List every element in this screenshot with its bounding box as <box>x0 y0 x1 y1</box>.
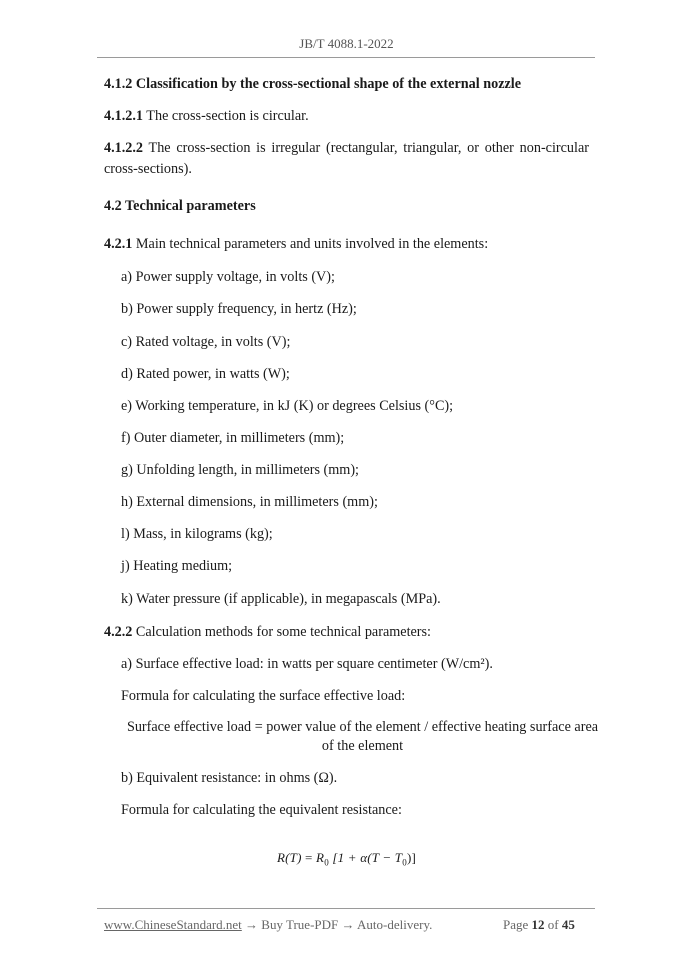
clause-4-2-2 <box>104 622 589 643</box>
header-divider <box>97 57 595 58</box>
clause-text: Main technical parameters and units involved in the elements: <box>132 236 489 252</box>
section-4-2-heading: 4.2 Technical parameters <box>104 198 256 214</box>
clause-4-2-1 <box>104 234 589 255</box>
footer-promo-text: → Buy True-PDF → Auto-delivery. <box>241 917 433 932</box>
list-item: f) Outer diameter, in millimeters (mm); <box>121 430 345 446</box>
page-number: 12 <box>531 917 545 932</box>
list-item: h) External dimensions, in millimeters (mm); <box>121 494 378 510</box>
clause-text: The cross-section is irregular (rectangular, triangular, or other non-circular cross-sections). <box>104 140 589 177</box>
clause-number: 4.1.2.2 <box>104 140 144 156</box>
resistance-formula-intro: Formula for calculating the equivalent resistance: <box>121 802 402 818</box>
formula-t-subscript: 0 <box>402 857 407 868</box>
clause-number: 4.1.2.1 <box>104 108 144 124</box>
clause-4-1-2-2 <box>104 138 589 180</box>
list-item: d) Rated power, in watts (W); <box>121 366 290 382</box>
equivalent-resistance-item: b) Equivalent resistance: in ohms (Ω). <box>121 770 338 786</box>
surface-load-formula-line2: of the element <box>321 738 404 754</box>
of-label: of <box>544 917 562 932</box>
footer-promo <box>104 917 432 933</box>
formula-end: )] <box>406 850 417 865</box>
formula-lhs: R(T) <box>276 850 302 865</box>
clause-text: Calculation methods for some technical parameters: <box>132 624 431 640</box>
footer-divider <box>97 908 595 909</box>
formula-r-subscript: 0 <box>324 857 329 868</box>
surface-load-item: a) Surface effective load: in watts per square centimeter (W/cm²). <box>121 656 493 672</box>
list-item: c) Rated voltage, in volts (V); <box>121 334 291 350</box>
list-item: j) Heating medium; <box>121 558 233 574</box>
section-4-1-2-heading: 4.1.2 Classification by the cross-sectional shape of the external nozzle <box>104 76 522 92</box>
formula-equals: = <box>301 850 317 865</box>
list-item: g) Unfolding length, in millimeters (mm); <box>121 462 360 478</box>
page-total: 45 <box>561 917 575 932</box>
running-header: JB/T 4088.1-2022 <box>299 36 394 51</box>
clause-number: 4.2.2 <box>104 624 133 640</box>
page-indicator <box>503 917 575 933</box>
clause-text: The cross-section is circular. <box>143 108 309 124</box>
formula-middle: [1 + α(T − T <box>328 850 403 865</box>
clause-number: 4.2.1 <box>104 236 133 252</box>
list-item: b) Power supply frequency, in hertz (Hz); <box>121 301 357 317</box>
list-item: l) Mass, in kilograms (kg); <box>121 526 273 542</box>
surface-load-formula-intro: Formula for calculating the surface effective load: <box>121 688 406 704</box>
clause-4-1-2-1 <box>104 106 589 127</box>
page-label: Page <box>503 917 532 932</box>
list-item: k) Water pressure (if applicable), in megapascals (MPa). <box>121 591 441 607</box>
resistance-formula <box>0 850 693 868</box>
site-link[interactable]: www.ChineseStandard.net <box>104 917 242 932</box>
surface-load-formula-line1: Surface effective load = power value of the element / effective heating surface area <box>126 719 599 735</box>
list-item: e) Working temperature, in kJ (K) or degrees Celsius (°C); <box>121 398 454 414</box>
formula-r: R <box>316 850 325 865</box>
list-item: a) Power supply voltage, in volts (V); <box>121 269 335 285</box>
